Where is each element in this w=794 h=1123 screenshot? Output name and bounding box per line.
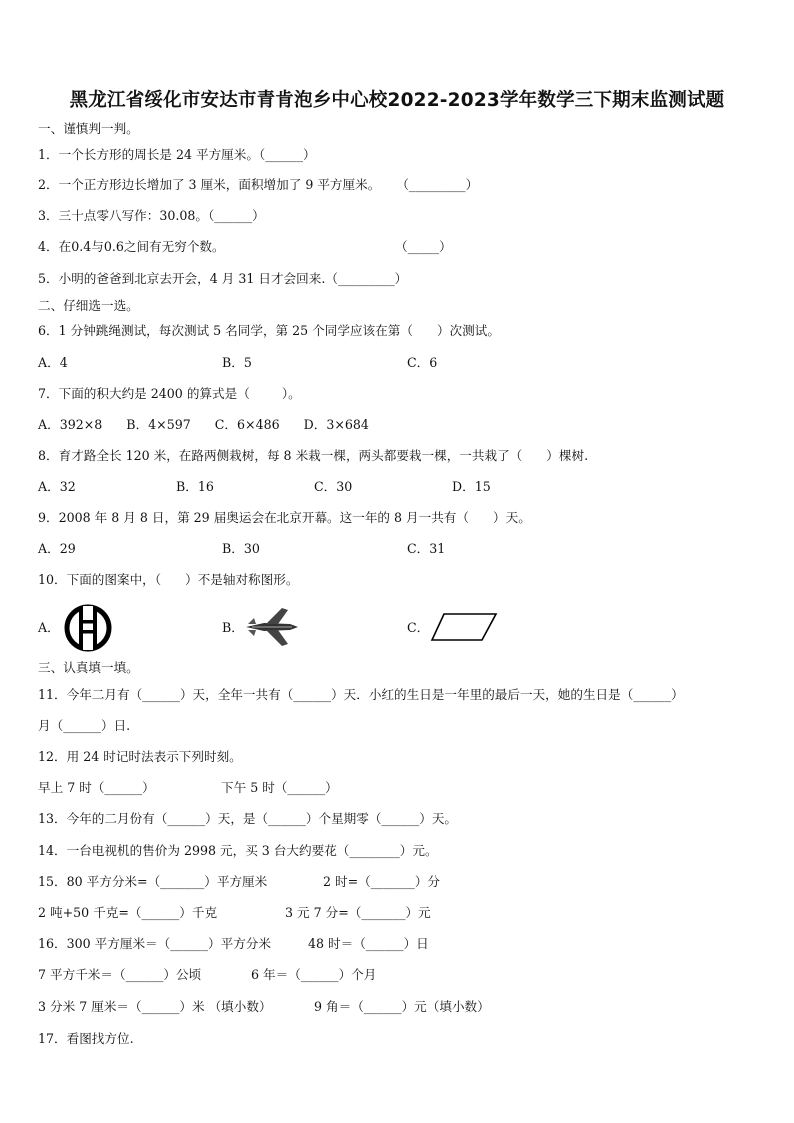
q10-option-b-label: B． — [222, 620, 244, 635]
question-12: 12．用 24 时记时法表示下列时刻。 — [38, 749, 242, 764]
q15-part-c: 2 吨+50 千克=（______）千克 — [38, 905, 218, 920]
q16-part-a: 16．300 平方厘米＝（______）平方分米 — [38, 936, 271, 951]
section-heading-judge: 一、谨慎判一判。 — [38, 121, 139, 136]
q9-option-b: B．30 — [222, 541, 260, 556]
question-3: 3．三十点零八写作：30.08。（______） — [38, 208, 265, 223]
q6-option-a: A．4 — [38, 355, 68, 370]
fighter-jet-icon — [244, 604, 300, 650]
question-4-blank: （_____） — [395, 239, 452, 254]
page-title: 黑龙江省绥化市安达市青肯泡乡中心校2022-2023学年数学三下期末监测试题 — [69, 90, 725, 111]
q12-morning: 早上 7 时（______） — [38, 780, 155, 795]
question-14: 14．一台电视机的售价为 2998 元，买 3 台大约要花（________）元。 — [38, 843, 438, 858]
question-13: 13．今年的二月份有（______）天，是（______）个星期零（______）天。 — [38, 811, 458, 826]
q15-part-d: 3 元 7 分=（_______）元 — [285, 905, 431, 920]
q8-option-c: C．30 — [314, 479, 353, 494]
section-heading-choose: 二、仔细选一选。 — [38, 298, 139, 313]
question-17: 17．看图找方位. — [38, 1031, 134, 1046]
q16-part-e: 3 分米 7 厘米＝（______）米 （填小数） — [38, 999, 272, 1014]
q15-part-b: 2 时=（_______）分 — [323, 874, 441, 889]
q8-option-b: B．16 — [176, 479, 214, 494]
question-9: 9．2008 年 8 月 8 日，第 29 届奥运会在北京开幕。这一年的 8 月一共有（ ）天。 — [38, 510, 531, 525]
q8-option-d: D．15 — [452, 479, 491, 494]
question-11-line-1: 11．今年二月有（______）天，全年一共有（______）天．小红的生日是一年里的最后一天，她的生日是（______） — [38, 687, 684, 702]
question-5: 5．小明的爸爸到北京去开会，4 月 31 日才会回来.（_________） — [38, 271, 408, 286]
q6-option-c: C．6 — [407, 355, 438, 370]
question-1: 1．一个长方形的周长是 24 平方厘米。（______） — [38, 147, 316, 162]
q8-option-a: A．32 — [38, 479, 76, 494]
section-heading-fill: 三、认真填一填。 — [38, 660, 139, 675]
q16-part-c: 7 平方千米＝（______）公顷 — [38, 967, 202, 982]
question-6: 6．1 分钟跳绳测试，每次测试 5 名同学，第 25 个同学应该在第（ ）次测试。 — [38, 323, 500, 338]
question-4: 4．在0.4与0.6之间有无穷个数。 — [38, 239, 225, 254]
q10-option-c-label: C． — [407, 620, 430, 635]
q6-option-b: B．5 — [222, 355, 252, 370]
q16-part-b: 48 时＝（______）日 — [308, 936, 429, 951]
q9-option-a: A．29 — [38, 541, 76, 556]
question-8: 8．育才路全长 120 米，在路两侧栽树，每 8 米栽一棵，两头都要栽一棵，一共栽了（ ）棵树. — [38, 448, 589, 463]
question-7: 7．下面的积大约是 2400 的算式是（ ）。 — [38, 386, 301, 401]
q10-option-a-label: A． — [38, 620, 60, 635]
q9-option-c: C．31 — [407, 541, 446, 556]
q15-part-a: 15．80 平方分米=（_______）平方厘米 — [38, 874, 268, 889]
q12-afternoon: 下午 5 时（______） — [221, 780, 338, 795]
q7-options: A．392×8 B．4×597 C．6×486 D．3×684 — [38, 417, 369, 432]
q16-part-d: 6 年＝（______）个月 — [251, 967, 377, 982]
bank-logo-icon — [62, 603, 114, 653]
q16-part-f: 9 角＝（______）元（填小数） — [314, 999, 490, 1014]
question-11-line-2: 月（______）日. — [38, 718, 131, 733]
question-10: 10．下面的图案中，（ ）不是轴对称图形。 — [38, 572, 299, 587]
question-2: 2．一个正方形边长增加了 3 厘米，面积增加了 9 平方厘米。 （_________） — [38, 177, 479, 192]
parallelogram-icon — [430, 612, 498, 642]
